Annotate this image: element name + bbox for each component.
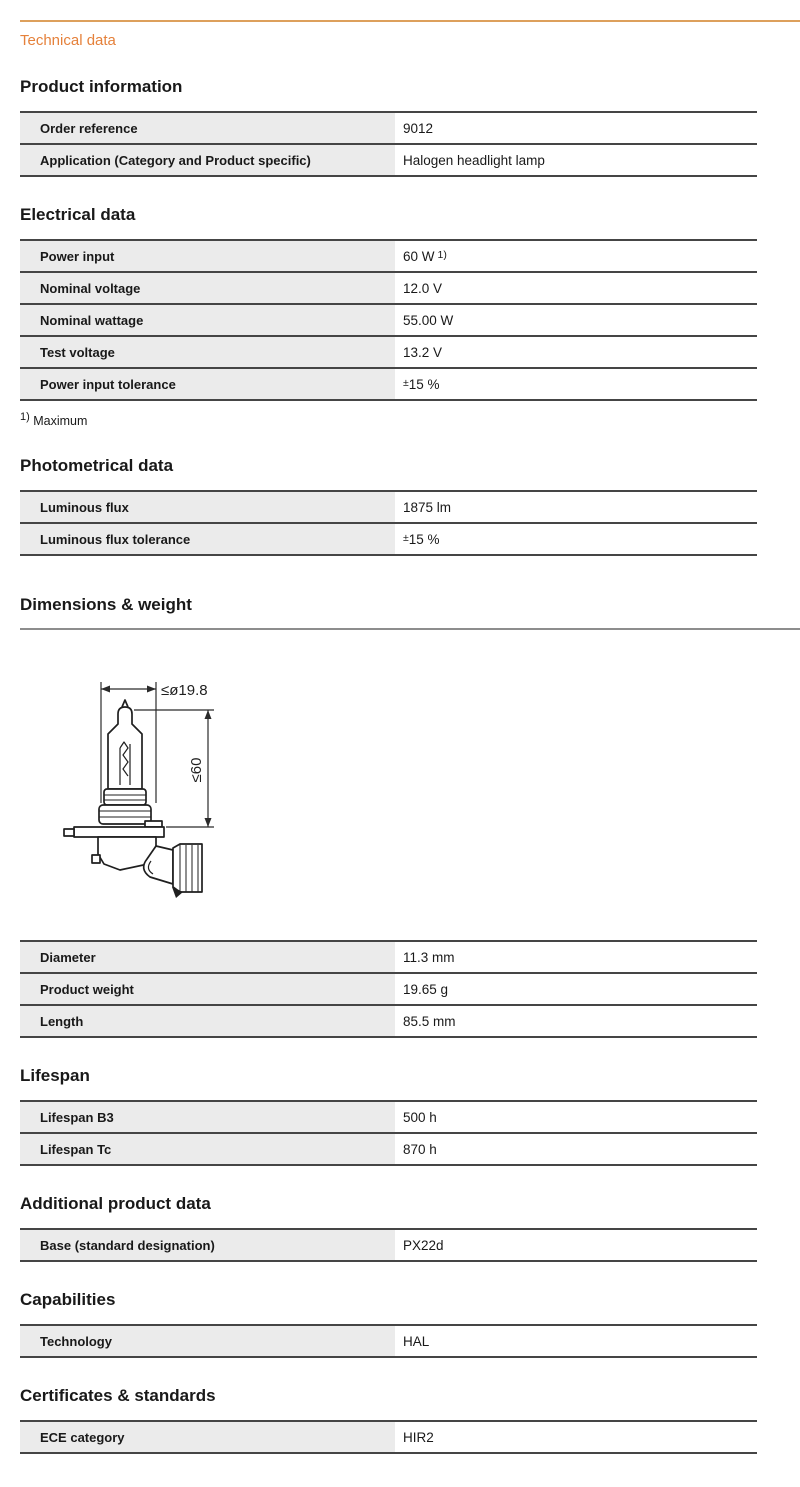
row-label: Length <box>20 1006 395 1036</box>
row-label: Product weight <box>20 974 395 1004</box>
footnote-marker: 1) <box>20 411 30 423</box>
row-value: 870 h <box>403 1141 437 1157</box>
table-row <box>20 1324 757 1356</box>
row-value: 19.65 g <box>403 981 449 997</box>
row-value: HAL <box>403 1333 430 1349</box>
table-row <box>20 1132 757 1164</box>
table-row <box>20 1100 757 1132</box>
section-title: Capabilities <box>20 1290 116 1310</box>
section-title: Dimensions & weight <box>20 595 192 615</box>
row-label: Base (standard designation) <box>20 1230 395 1260</box>
data-table <box>20 1420 757 1454</box>
row-label: Technology <box>20 1326 395 1356</box>
top-accent-rule <box>20 20 800 22</box>
row-label: Test voltage <box>20 337 395 367</box>
row-label: Nominal wattage <box>20 305 395 335</box>
row-label: Power input <box>20 241 395 271</box>
data-table <box>20 490 757 556</box>
technical-data-tag: Technical data <box>20 32 116 49</box>
section-title: Product information <box>20 77 183 96</box>
row-value: PX22d <box>403 1237 444 1253</box>
table-row <box>20 111 757 143</box>
row-value: 11.3 mm <box>403 949 455 965</box>
content <box>20 78 800 1454</box>
section-title: Electrical data <box>20 205 136 224</box>
section-title: Certificates & standards <box>20 1386 216 1406</box>
row-label: Order reference <box>20 113 395 143</box>
table-row <box>20 271 757 303</box>
diagram-block <box>20 628 800 910</box>
row-label: Nominal voltage <box>20 273 395 303</box>
row-label: ECE category <box>20 1422 395 1452</box>
section-title: Photometrical data <box>20 456 174 476</box>
data-table <box>20 1324 757 1358</box>
row-value: HIR2 <box>403 1429 434 1445</box>
bulb-outline <box>64 700 202 898</box>
data-table <box>20 1100 757 1166</box>
footnote <box>20 411 800 428</box>
row-label: Luminous flux <box>20 492 395 522</box>
footnote-text: Maximum <box>29 414 88 429</box>
data-table <box>20 239 757 401</box>
section-title: Additional product data <box>20 1194 211 1214</box>
section-rule <box>20 628 800 630</box>
section-capabilities <box>20 1291 800 1358</box>
row-label: Power input tolerance <box>20 369 395 399</box>
row-label: Lifespan B3 <box>20 1102 395 1132</box>
table-row <box>20 972 757 1004</box>
table-row <box>20 1228 757 1260</box>
data-table <box>20 1228 757 1262</box>
section-title: Lifespan <box>20 1066 90 1086</box>
row-value: Halogen headlight lamp <box>403 152 545 168</box>
table-row <box>20 1420 757 1452</box>
table-row <box>20 335 757 367</box>
section-certificates-standards <box>20 1387 800 1454</box>
row-value: 55.00 W <box>403 312 454 328</box>
row-label: Luminous flux tolerance <box>20 524 395 554</box>
row-value: 9012 <box>403 120 434 136</box>
dim-width-label: ≤ø19.8 <box>161 682 208 700</box>
row-label: Lifespan Tc <box>20 1134 395 1164</box>
table-row <box>20 490 757 522</box>
table-row <box>20 1004 757 1036</box>
section-product-information <box>20 78 800 177</box>
technical-drawing <box>60 670 320 910</box>
row-value: ± 15 % <box>403 531 440 547</box>
section-electrical-data <box>20 206 800 428</box>
row-label: Application (Category and Product specific) <box>20 145 395 175</box>
table-row <box>20 239 757 271</box>
row-value: 60 W $^{1)}$ <box>403 248 447 264</box>
row-value: 13.2 V <box>403 344 443 360</box>
row-value: 1875 lm <box>403 499 452 515</box>
row-label: Diameter <box>20 942 395 972</box>
table-row <box>20 940 757 972</box>
table-row <box>20 143 757 175</box>
row-value: 12.0 V <box>403 280 443 296</box>
row-value: 85.5 mm <box>403 1013 456 1029</box>
table-row <box>20 522 757 554</box>
table-row <box>20 367 757 399</box>
section-photometrical-data <box>20 457 800 556</box>
data-table <box>20 940 757 1038</box>
data-table <box>20 111 757 177</box>
table-row <box>20 303 757 335</box>
section-lifespan <box>20 1067 800 1166</box>
row-value: ± 15 % <box>403 376 440 392</box>
row-value: 500 h <box>403 1109 437 1125</box>
section-additional-product-data <box>20 1195 800 1262</box>
section-dimensions-weight <box>20 596 800 1038</box>
dim-height-label: ≤60 <box>188 757 205 783</box>
